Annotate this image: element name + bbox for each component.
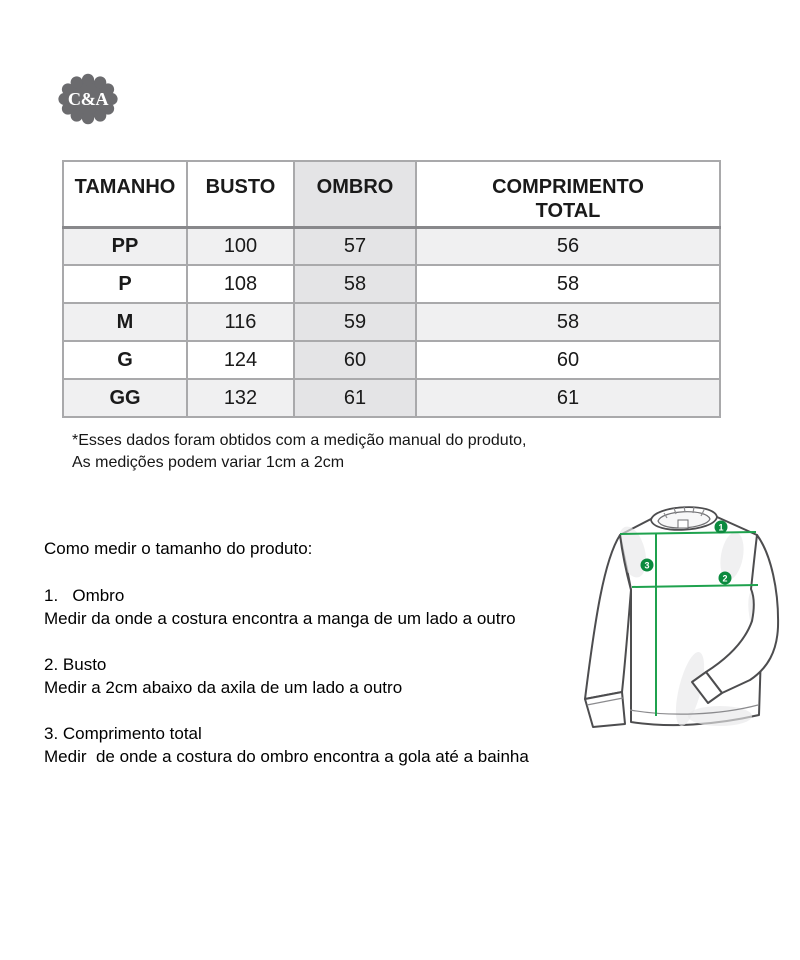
cell-busto: 108 (187, 265, 294, 303)
cell-ombro: 57 (294, 227, 416, 265)
size-table (62, 160, 721, 418)
footnote-line-1: *Esses dados foram obtidos com a medição manual do produto, (72, 432, 527, 449)
header-row (63, 161, 720, 227)
instructions-title: Como medir o tamanho do produto: (44, 539, 313, 558)
step-ombro (44, 584, 556, 630)
cell-comprimento: 61 (416, 379, 720, 417)
column-header-comprimento-total: COMPRIMENTO TOTAL (416, 161, 720, 227)
step-label: 2. Busto (44, 655, 107, 674)
size-row-m (63, 303, 720, 341)
left-cuff (585, 692, 625, 727)
cell-size: M (63, 303, 187, 341)
cell-comprimento: 58 (416, 265, 720, 303)
step-comprimento-total (44, 722, 556, 768)
step-busto (44, 653, 556, 699)
logo-text: C&A (67, 89, 109, 110)
size-row-pp (63, 227, 720, 265)
cell-comprimento: 58 (416, 303, 720, 341)
column-header-tamanho: TAMANHO (63, 161, 187, 227)
step-description: Medir de onde a costura do ombro encontra a gola até a bainha (44, 747, 529, 766)
size-table-container (62, 160, 721, 418)
column-header-busto: BUSTO (187, 161, 294, 227)
sweatshirt-diagram (570, 494, 800, 754)
size-row-gg (63, 379, 720, 417)
collar-label-tag (678, 520, 688, 528)
size-row-p (63, 265, 720, 303)
cell-busto: 116 (187, 303, 294, 341)
cell-ombro: 60 (294, 341, 416, 379)
column-header-ombro: OMBRO (294, 161, 416, 227)
footnote-line-2: As medições podem variar 1cm a 2cm (72, 454, 345, 471)
cell-ombro: 58 (294, 265, 416, 303)
marker-2-number: 2 (722, 573, 728, 584)
cell-comprimento: 56 (416, 227, 720, 265)
marker-3-number: 3 (644, 560, 650, 571)
size-row-g (63, 341, 720, 379)
cell-size: G (63, 341, 187, 379)
step-label: 3. Comprimento total (44, 724, 202, 743)
collar (651, 506, 717, 530)
step-label: 1. Ombro (44, 586, 125, 605)
step-description: Medir da onde a costura encontra a manga de um lado a outro (44, 609, 516, 628)
cell-comprimento: 60 (416, 341, 720, 379)
measuring-instructions (44, 537, 556, 791)
measurement-footnote (72, 430, 526, 474)
left-sleeve (585, 535, 631, 699)
step-description: Medir a 2cm abaixo da axila de um lado a outro (44, 678, 403, 697)
cell-ombro: 59 (294, 303, 416, 341)
cell-size: GG (63, 379, 187, 417)
brand-logo (56, 72, 120, 126)
cell-size: P (63, 265, 187, 303)
cell-busto: 132 (187, 379, 294, 417)
cell-busto: 124 (187, 341, 294, 379)
cell-busto: 100 (187, 227, 294, 265)
cell-size: PP (63, 227, 187, 265)
cell-ombro: 61 (294, 379, 416, 417)
marker-1-number: 1 (718, 522, 724, 533)
